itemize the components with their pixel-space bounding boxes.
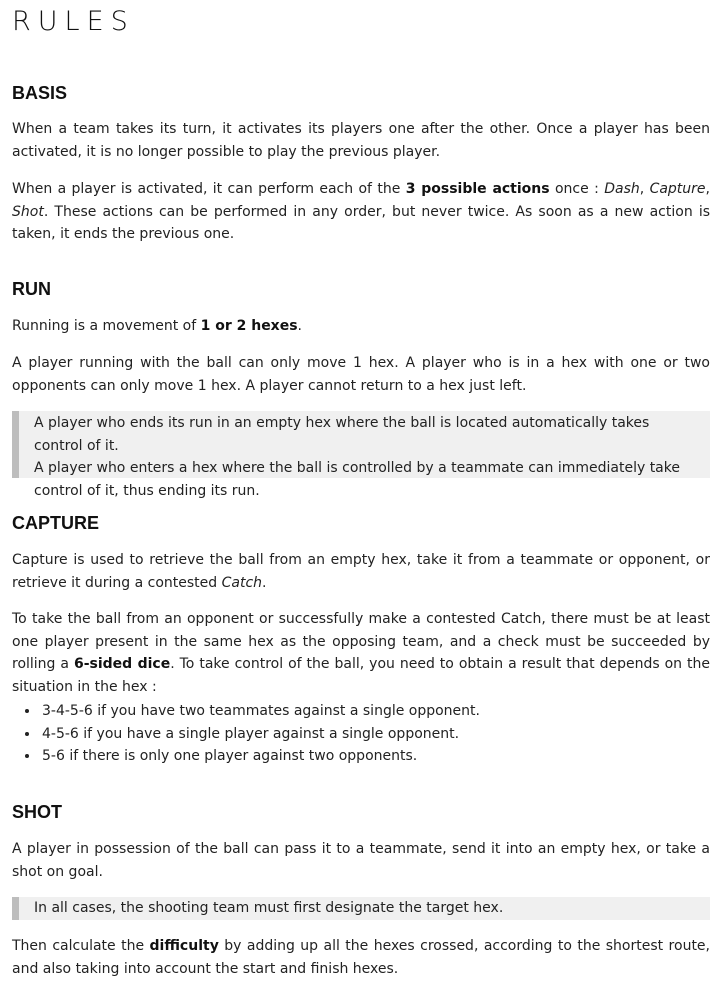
text-span: When a player is activated, it can perform each of the bbox=[12, 181, 406, 197]
bold-text-hexes: 1 or 2 hexes bbox=[200, 318, 298, 334]
section-heading-basis: BASIS bbox=[12, 83, 68, 103]
page-title: RULES bbox=[12, 6, 135, 37]
italic-text-dash: Dash bbox=[604, 181, 640, 197]
italic-text-shot: Shot bbox=[12, 203, 44, 220]
text-span: . bbox=[297, 318, 302, 334]
run-note-line-1: A player who ends its run in an empty hex where the ball is located automatically takes control of it. bbox=[34, 415, 650, 454]
text-span: , bbox=[705, 181, 710, 197]
text-span: . To take control of the ball, you need to obtain a result that depends on the situation in the hex : bbox=[12, 656, 711, 695]
text-span: . bbox=[262, 574, 267, 591]
run-note-box bbox=[12, 411, 710, 499]
run-paragraph-2: A player running with the ball can only move 1 hex. A player who is in a hex with one or two opponents can only move 1 hex. A player cannot return to a hex just left. bbox=[12, 355, 710, 394]
basis-paragraph-1: When a team takes its turn, it activates its players one after the other. Once a player has been activated, it is no longer possible to play the previous player. bbox=[12, 121, 710, 160]
bold-text-possible-actions: 3 possible actions bbox=[405, 181, 550, 197]
shot-paragraph-2 bbox=[12, 935, 710, 980]
shot-note-text: In all cases, the shooting team must first designate the target hex. bbox=[34, 900, 504, 916]
capture-paragraph-1 bbox=[12, 549, 710, 594]
list-item: • 3-4-5-6 if you have two teammates against a single opponent. bbox=[40, 700, 723, 723]
text-span: . These actions can be performed in any order, but never twice. As soon as a new action is taken, it ends the previous one. bbox=[12, 203, 710, 242]
basis-paragraph-2 bbox=[12, 178, 710, 246]
run-note-line-2: A player who enters a hex where the ball is controlled by a teammate can immediately take control of it, thus ending its run. bbox=[34, 460, 680, 499]
list-item: • 4-5-6 if you have a single player against a single opponent. bbox=[40, 723, 723, 746]
text-span: by adding up all the hexes crossed, according to the shortest route, and also taking into account the start and finish hexes. bbox=[12, 938, 710, 977]
section-heading-run: RUN bbox=[12, 279, 51, 299]
italic-text-catch: Catch bbox=[221, 574, 263, 591]
section-heading-capture: CAPTURE bbox=[12, 513, 100, 533]
list-item: • 5-6 if there is only one player against two opponents. bbox=[40, 745, 723, 768]
text-span: once : bbox=[549, 181, 605, 197]
text-span: To take the ball from an opponent or successfully make a contested Catch, there must be at least one player present in the same hex as the opposing team, and a check must be succeeded by rolling a bbox=[12, 611, 710, 672]
section-heading-shot: SHOT bbox=[12, 802, 63, 822]
italic-text-capture: Capture bbox=[649, 181, 706, 197]
capture-results-list bbox=[12, 700, 723, 768]
text-span: Running is a movement of bbox=[12, 318, 201, 334]
shot-note-box bbox=[12, 897, 710, 920]
text-span: Capture is used to retrieve the ball from an empty hex, take it from a teammate or opponent, or retrieve it during a contested bbox=[12, 552, 710, 591]
shot-paragraph-1: A player in possession of the ball can pass it to a teammate, send it into an empty hex, or take a shot on goal. bbox=[12, 841, 710, 880]
text-span: Then calculate the bbox=[12, 938, 150, 954]
bold-text-difficulty: difficulty bbox=[149, 938, 219, 954]
bold-text-dice: 6-sided dice bbox=[73, 656, 171, 672]
capture-paragraph-2 bbox=[12, 608, 710, 698]
run-paragraph-1 bbox=[12, 315, 710, 338]
text-span: , bbox=[639, 181, 650, 197]
